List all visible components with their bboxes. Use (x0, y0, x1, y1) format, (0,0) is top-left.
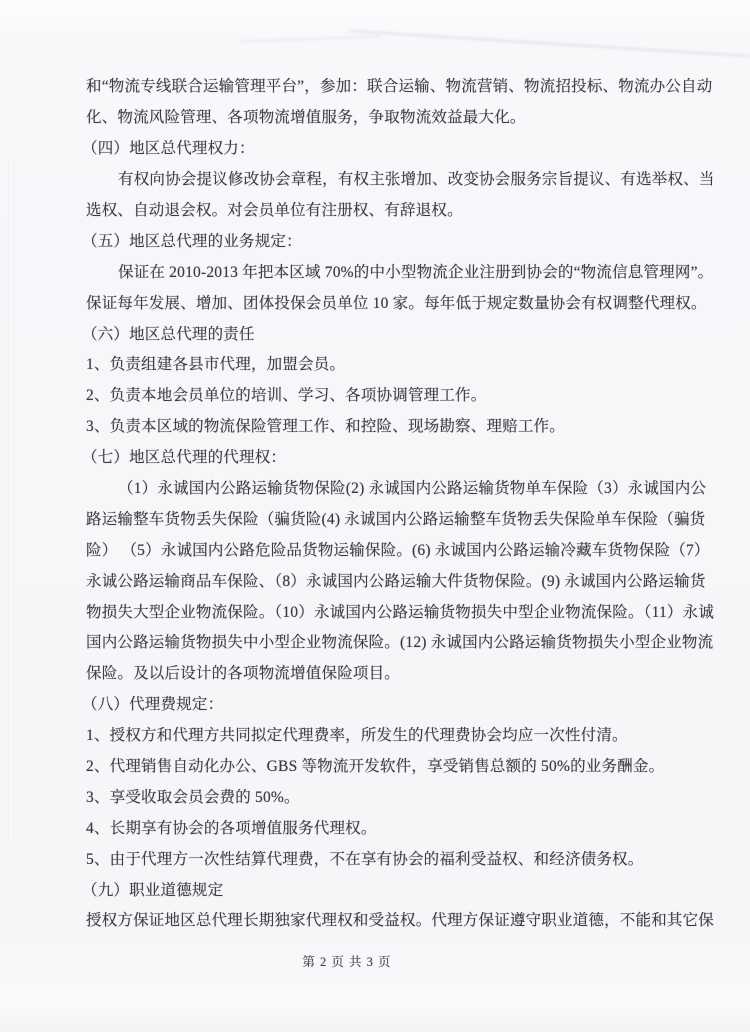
scan-edge-shade (0, 1006, 750, 1032)
document-line: 4、长期享有协会的各项增值服务代理权。 (86, 819, 377, 837)
document-line: （六）地区总代理的责任 (82, 325, 255, 343)
document-line: （五）地区总代理的业务规定： (82, 232, 302, 250)
document-line: 保证在 2010-2013 年把本区域 70%的中小型物流企业注册到协会的“物流信息管理网”。 (118, 263, 714, 281)
document-line: （四）地区总代理权力： (82, 140, 255, 158)
document-line: 路运输整车货物丢失保险（骗货险(4) 永诚国内公路运输整车货物丢失保险单车保险（骗货 (86, 510, 706, 528)
document-line: 永诚公路运输商品车保险、（8）永诚国内公路运输大件货物保险。(9) 永诚国内公路运输货 (86, 572, 706, 590)
document-line: （九）职业道德规定 (82, 881, 224, 899)
document-line: 有权向协会提议修改协会章程，有权主张增加、改变协会服务宗旨提议、有选举权、当 (118, 171, 715, 189)
document-line: 保险。及以后设计的各项物流增值保险项目。 (86, 665, 401, 683)
document-line: 授权方保证地区总代理长期独家代理权和受益权。代理方保证遵守职业道德，不能和其它保 (86, 912, 715, 930)
document-body (0, 70, 750, 935)
paper-crease (350, 30, 750, 59)
document-line: 1、授权方和代理方共同拟定代理费率，所发生的代理费协会均应一次性付清。 (86, 727, 628, 745)
document-line: 3、负责本区域的物流保险管理工作、和控险、现场勘察、理赔工作。 (86, 418, 565, 436)
document-line: （八）代理费规定： (82, 696, 224, 714)
document-line: 2、负责本地会员单位的培训、学习、各项协调管理工作。 (86, 387, 487, 405)
document-line: 保证每年发展、增加、团体投保会员单位 10 家。每年低于规定数量协会有权调整代理权。 (86, 294, 707, 312)
document-line: 选权、自动退会权。对会员单位有注册权、有辞退权。 (86, 202, 463, 219)
document-line: 化、物流风险管理、各项物流增值服务，争取物流效益最大化。 (86, 109, 526, 127)
page-number: 第 2 页 共 3 页 (302, 955, 392, 969)
document-line: 3、享受收取会员会费的 50%。 (86, 788, 300, 806)
document-line: （七）地区总代理的代理权： (82, 449, 287, 467)
document-line: 和“物流专线联合运输管理平台”，参加：联合运输、物流营销、物流招投标、物流办公自动 (86, 78, 713, 96)
document-line: 1、负责组建各县市代理，加盟会员。 (86, 356, 346, 374)
document-line: 2、代理销售自动化办公、GBS 等物流开发软件，享受销售总额的 50%的业务酬金。 (86, 758, 665, 776)
document-line: 国内公路运输货物损失中小型企业物流保险。(12) 永诚国内公路运输货物损失小型企业物流 (86, 634, 714, 652)
document-line: 险） （5）永诚国内公路危险品货物运输保险。(6) 永诚国内公路运输冷藏车货物保险（7） (86, 541, 710, 559)
document-line: 5、由于代理方一次性结算代理费，不在享有协会的福利受益权、和经济债务权。 (86, 850, 644, 868)
document-line: （1）永诚国内公路运输货物保险(2) 永诚国内公路运输货物单车保险（3）永诚国内公 (118, 480, 707, 498)
document-line: 物损失大型企业物流保险。（10）永诚国内公路运输货物损失中型企业物流保险。（11）永诚 (86, 603, 715, 621)
paper-crease (240, 36, 380, 42)
